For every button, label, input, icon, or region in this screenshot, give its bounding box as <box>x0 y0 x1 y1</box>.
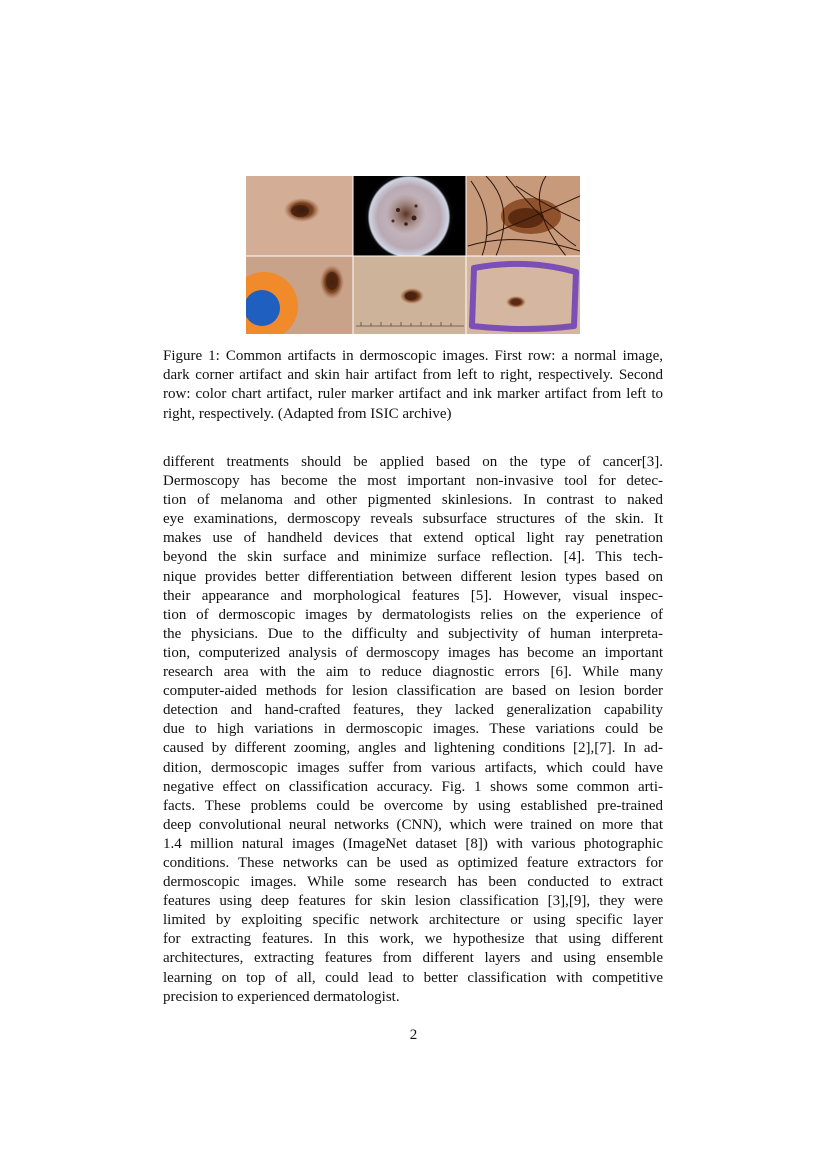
body-line: research area with the aim to reduce diagnostic errors [6]. While many <box>163 664 663 681</box>
body-line: caused by different zooming, angles and lightening conditions [2],[7]. In ad- <box>163 740 663 757</box>
body-line: beyond the skin surface and minimize surface reflection. [4]. This tech- <box>163 549 663 566</box>
body-line: dition, dermoscopic images suffer from various artifacts, which could have <box>163 759 663 776</box>
body-line: tion, computerized analysis of dermoscopy images has become an important <box>163 644 663 661</box>
body-line: for extracting features. In this work, we hypothesize that using different <box>163 931 663 948</box>
body-line: their appearance and morphological features [5]. However, visual inspec- <box>163 587 663 604</box>
body-line: tion of dermoscopic images by dermatologists relies on the experience of <box>163 606 663 623</box>
body-line: precision to experienced dermatologist. <box>163 988 400 1005</box>
body-line: different treatments should be applied based on the type of cancer[3]. <box>163 454 663 470</box>
body-line: nique provides better differentiation between different lesion types based on <box>163 568 663 585</box>
body-line: conditions. These networks can be used as optimized feature extractors for <box>163 854 663 871</box>
panel-normal-image <box>246 176 353 256</box>
panel-skin-hair-artifact <box>466 176 580 256</box>
body-line: architectures, extracting features from different layers and using ensemble <box>163 950 663 967</box>
body-line: detection and hand-crafted features, they lacked generalization capability <box>163 702 663 719</box>
page-number: 2 <box>409 1027 418 1043</box>
body-line: eye examinations, dermoscopy reveals subsurface structures of the skin. It <box>163 511 663 528</box>
figure-caption: Figure 1: Common artifacts in dermoscopic images. First row: a normal image, dark corner artifact and skin hair artifact from left to right, respectively. Second row: color chart artifact, ruler marker artifact and ink marker artifact from left to right, respectively. (Adapted from ISIC archive) <box>163 348 663 422</box>
body-line: negative effect on classification accuracy. Fig. 1 shows some common arti- <box>163 778 663 795</box>
body-line: Dermoscopy has become the most important non-invasive tool for detec- <box>163 473 663 490</box>
panel-dark-corner-artifact <box>353 176 466 262</box>
panel-ruler-marker-artifact <box>353 256 466 334</box>
body-paragraph <box>163 453 663 1007</box>
body-line: deep convolutional neural networks (CNN), which were trained on more that <box>163 816 663 833</box>
body-line: the physicians. Due to the difficulty and subjectivity of human interpreta- <box>163 625 663 642</box>
body-line: learning on top of all, could lead to better classification with competitive <box>163 969 663 986</box>
body-line: 1.4 million natural images (ImageNet dataset [8]) with various photographic <box>163 835 663 852</box>
body-line: features using deep features for skin lesion classification [3],[9], they were <box>163 893 663 910</box>
body-line: tion of melanoma and other pigmented skinlesions. In contrast to naked <box>163 492 663 509</box>
body-line: dermoscopic images. While some research has been conducted to extract <box>163 874 663 891</box>
body-line: computer-aided methods for lesion classification are based on lesion border <box>163 683 663 700</box>
body-line: due to high variations in dermoscopic images. These variations could be <box>163 721 663 738</box>
body-line: facts. These problems could be overcome by using established pre-trained <box>163 797 663 814</box>
figure-1-image-grid <box>246 176 580 334</box>
panel-color-chart-artifact <box>246 256 353 334</box>
body-line: limited by exploiting specific network architecture or using specific layer <box>163 912 663 929</box>
panel-ink-marker-artifact <box>466 256 580 334</box>
body-line: makes use of handheld devices that extend optical light ray penetration <box>163 530 663 547</box>
